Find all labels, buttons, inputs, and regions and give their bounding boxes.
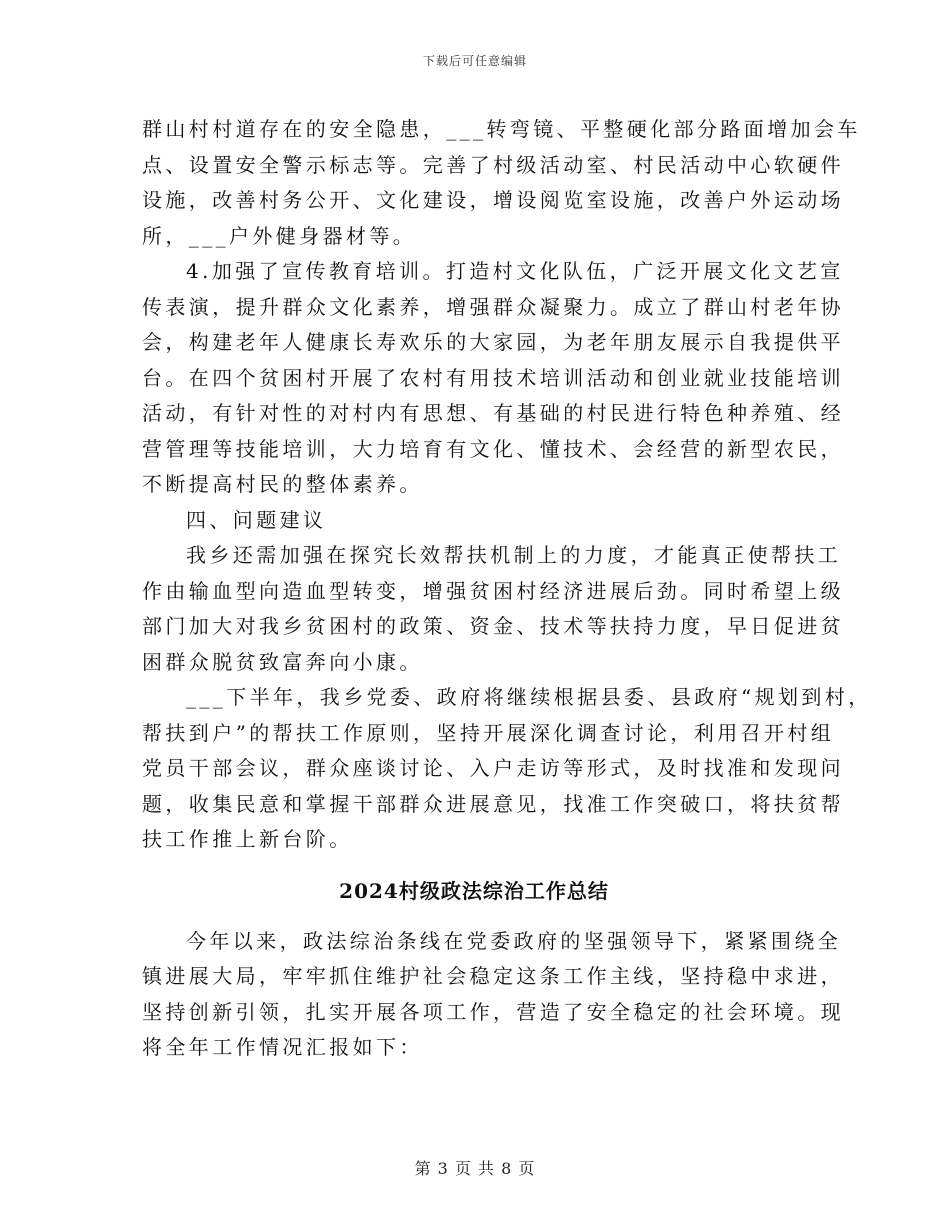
text-line: 党员干部会议，群众座谈讨论、入户走访等形式，及时找准和发现问: [142, 756, 844, 780]
text-line: 扶工作推上新台阶。: [142, 827, 353, 851]
text-line: 帮扶到户”的帮扶工作原则，坚持开展深化调查讨论，利用召开村组: [142, 720, 835, 745]
text-line: 活动，有针对性的对村内有思想、有基础的村民进行特色种养殖、经: [142, 401, 844, 425]
text-line: 营管理等技能培训，大力培育有文化、懂技术、会经营的新型农民，: [142, 436, 844, 461]
document-title: 2024村级政法综治工作总结: [339, 878, 609, 903]
document-body: [142, 112, 872, 1066]
section-heading: 四、问题建议: [186, 507, 327, 532]
text-line: 今年以来，政法综治条线在党委政府的坚强领导下，紧紧围绕全: [186, 928, 842, 953]
text-line: 所，___户外健身器材等。: [142, 223, 417, 248]
text-line: 困群众脱贫致富奔向小康。: [142, 649, 423, 674]
page-footer: 第 3 页 共 8 页: [414, 1159, 536, 1178]
text-line: 题，收集民意和掌握干部群众进展意见，找准工作突破口，将扶贫帮: [142, 791, 844, 816]
text-line: 将全年工作情况汇报如下：: [142, 1035, 423, 1059]
text-line: 设施，改善村务公开、文化建设，增设阅览室设施，改善户外运动场: [142, 188, 844, 212]
text-line: 点、设置安全警示标志等。完善了村级活动室、村民活动中心软硬件: [142, 152, 844, 177]
text-line: 4.加强了宣传教育培训。打造村文化队伍，广泛开展文化文艺宣: [186, 259, 844, 283]
text-line: 镇进展大局，牢牢抓住维护社会稳定这条工作主线，坚持稳中求进，: [142, 964, 844, 988]
text-line: 部门加大对我乡贫困村的政策、资金、技术等扶持力度，早日促进贫: [142, 614, 844, 638]
text-line: 我乡还需加强在探究长效帮扶机制上的力度，才能真正使帮扶工: [186, 543, 842, 567]
text-line: 群山村村道存在的安全隐患，___转弯镜、平整硬化部分路面增加会车: [142, 117, 861, 141]
text-line: 传表演，提升群众文化素养，增强群众凝聚力。成立了群山村老年协: [142, 294, 844, 319]
text-line: 不断提高村民的整体素养。: [142, 472, 423, 496]
text-line: 作由输血型向造血型转变，增强贫困村经济进展后劲。同时希望上级: [142, 578, 844, 603]
text-line: ___下半年，我乡党委、政府将继续根据县委、县政府“规划到村，: [186, 685, 872, 709]
text-line: 坚持创新引领，扎实开展各项工作，营造了安全稳定的社会环境。现: [142, 999, 844, 1024]
text-line: 会，构建老年人健康长寿欢乐的大家园，为老年朋友展示自我提供平: [142, 330, 844, 354]
page-header: 下载后可任意编辑: [422, 54, 527, 68]
text-line: 台。在四个贫困村开展了农村有用技术培训活动和创业就业技能培训: [142, 365, 844, 390]
